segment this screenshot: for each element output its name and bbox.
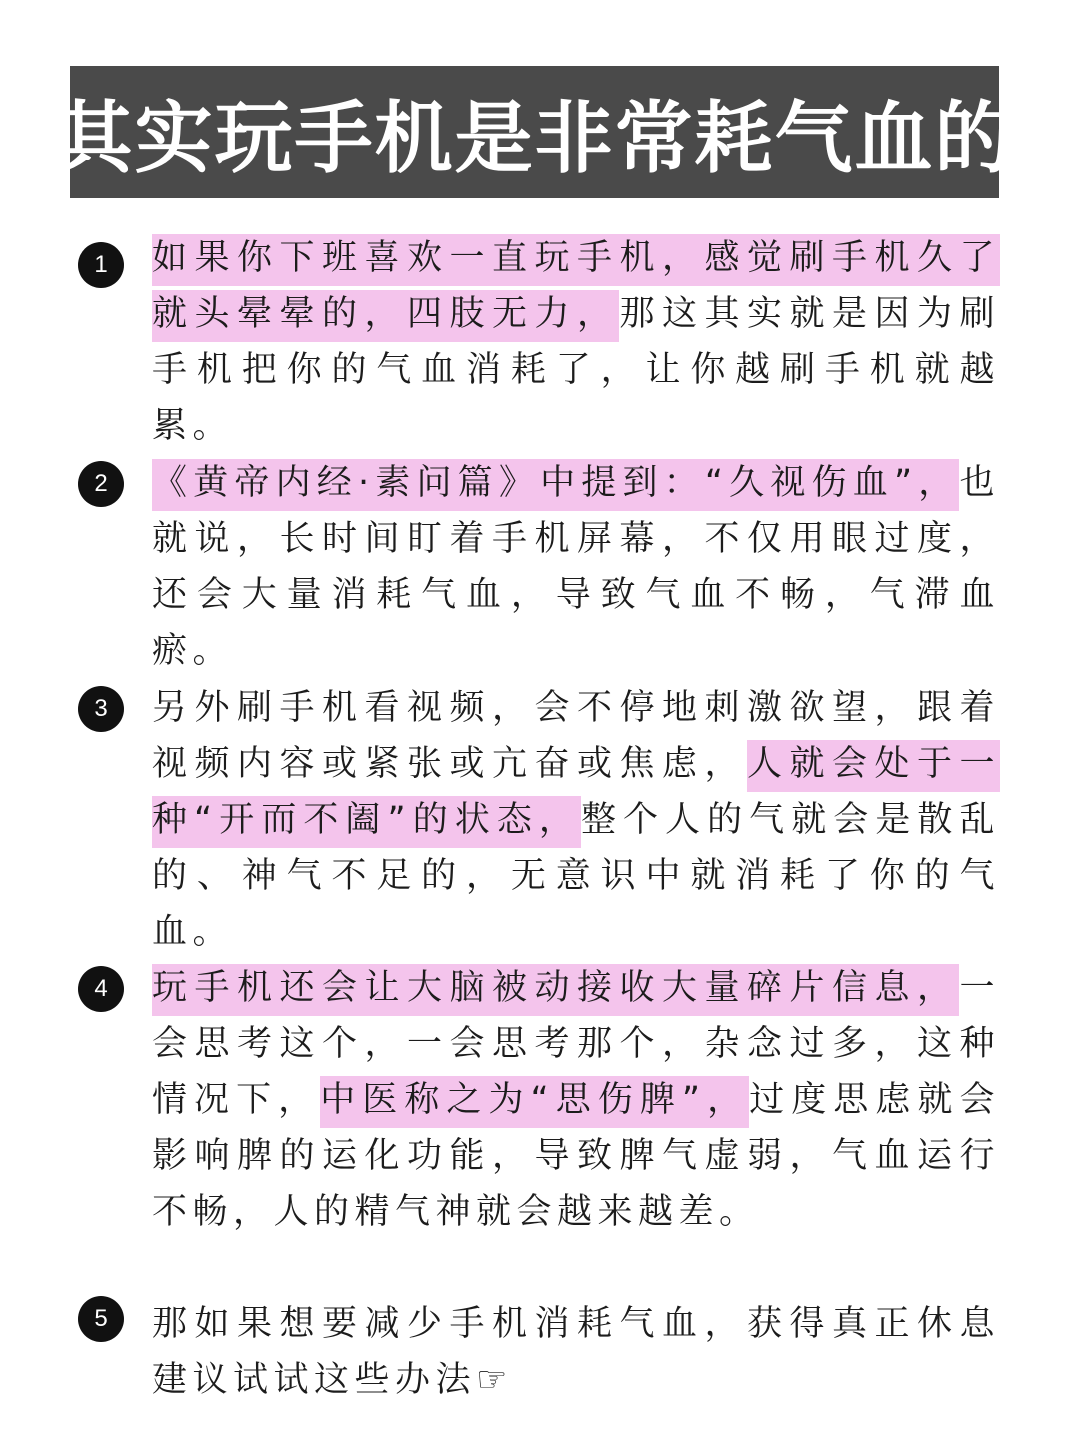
paragraph [152,960,1000,1240]
number-badge: 5 [78,1296,124,1342]
number-badge: 3 [78,686,124,732]
body-text: 也就说，长时间盯着手机屏幕，不仅用眼过度，还会大量消耗气血，导致气血不畅，气滞血瘀。 [152,463,1000,671]
body-text: 一会思考这个，一会思考那个，杂念过多，这种情况下， [152,968,1000,1120]
body-text: 另外刷手机看视频，会不停地刺激欲望，跟着视频内容或紧张或亢奋或焦虑， [152,688,1000,784]
body-text: 过度思虑就会影响脾的运化功能，导致脾气虚弱，气血运行不畅，人的精气神就会越来越差。 [152,1080,1000,1232]
title-banner [54,66,1015,198]
highlighted-text: 玩手机还会让大脑被动接收大量碎片信息， [152,964,959,1016]
number-badge: 4 [78,966,124,1012]
paragraph [152,680,1000,960]
highlighted-text: 人就会处于一种“开而不阖”的状态， [152,740,1000,848]
page-title: 其实玩手机是非常耗气血的 [54,94,1015,184]
body-text: 整个人的气就会是散乱的、神气不足的，无意识中就消耗了你的气血。 [152,800,1000,952]
body-text: 那这其实就是因为刷手机把你的气血消耗了，让你越刷手机就越累。 [152,294,1000,446]
highlighted-text: 如果你下班喜欢一直玩手机，感觉刷手机久了就头晕晕的，四肢无力， [152,234,1000,342]
paragraph [152,455,1000,679]
paragraph [152,230,1000,454]
highlighted-text: 中医称之为“思伤脾”， [320,1076,749,1128]
body-text: 那如果想要减少手机消耗气血，获得真正休息建议试试这些办法☞ [152,1304,1000,1400]
paragraph [152,1296,1000,1408]
highlighted-text: 《黄帝内经·素问篇》中提到：“久视伤血”， [152,459,959,511]
number-badge: 2 [78,461,124,507]
number-badge: 1 [78,242,124,288]
